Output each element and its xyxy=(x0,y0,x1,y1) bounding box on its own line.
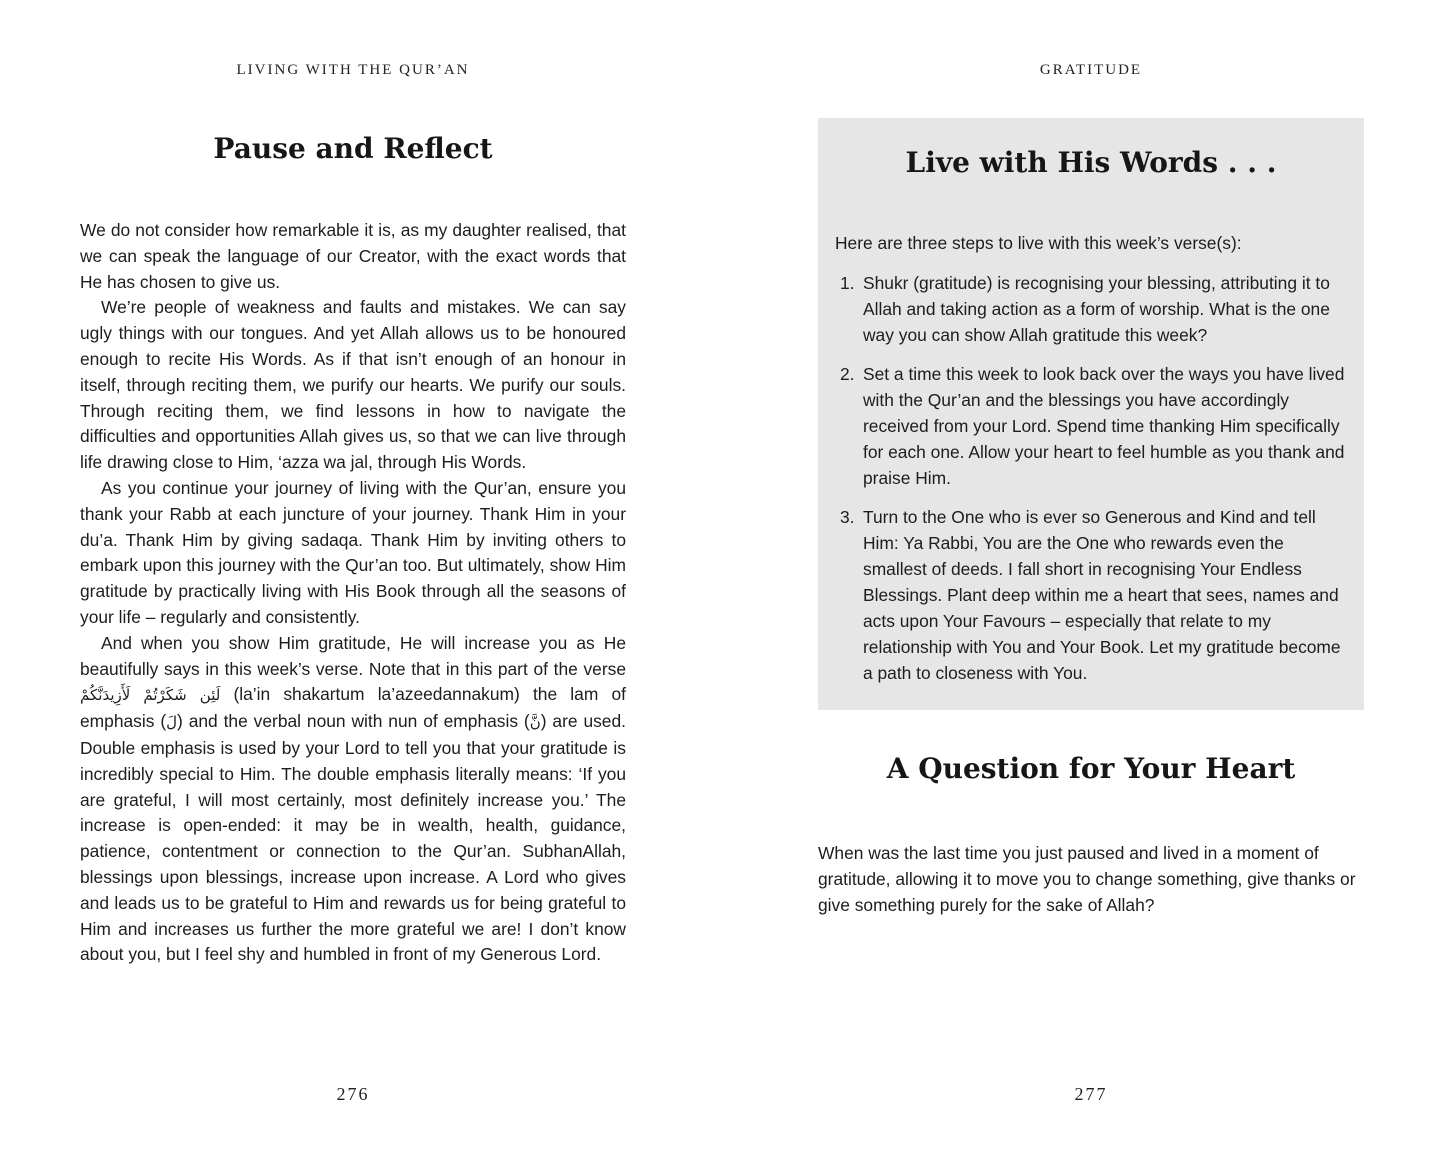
verse-text-after: ) are used. Double emphasis is used by your Lord to tell you that your gratitude is incredibly special to Him. The double emphasis literally means: ‘If you are grateful, I will most certainly, most definitely increase you.’ The increase is open-ended: it may be in wealth, health, guidance, patience, contentment or connection to the Qur’an. SubhanAllah, blessings upon blessings, increase upon increase. A Lord who gives and leads us to be grateful to Him and rewards us for being grateful to Him and increases us further the more grateful we are! I don’t know about you, but I feel shy and humbled in front of my Generous Lord. xyxy=(80,711,626,965)
step-text: Set a time this week to look back over the ways you have lived with the Qur’an and the blessings you have accordingly received from your Lord. Spend time thanking Him specifically for each one. Allow your heart to feel humble as you thank and praise Him. xyxy=(863,364,1345,488)
steps-list xyxy=(835,270,1345,699)
right-page xyxy=(722,0,1445,1156)
body-paragraph: We do not consider how remarkable it is, as my daughter realised, that we can speak the language of our Creator, with the exact words that He has chosen to give us. xyxy=(80,220,626,292)
body-paragraph: We’re people of weakness and faults and mistakes. We can say ugly things with our tongues. And yet Allah allows us to be honoured enough to recite His Words. As if that isn’t enough of an honour in itself, through reciting them, we purify our hearts. We purify our souls. Through reciting them, we find lessons in how to navigate the difficulties and opportunities Allah gives us, so that we can live through life drawing close to Him, ‘azza wa jal, through His Words. xyxy=(80,297,626,473)
pause-and-reflect-heading: Pause and Reflect xyxy=(213,132,493,165)
verse-text-transliteration: (la’in shakartum la’azeedannakum) the lam of emphasis ( xyxy=(80,684,626,732)
live-with-his-words-heading: Live with His Words . . . xyxy=(905,146,1277,179)
verse-text-middle: ) and the verbal noun with nun of emphasis ( xyxy=(177,711,530,732)
running-head-left: LIVING WITH THE QUR’AN xyxy=(236,62,470,78)
body-paragraph: As you continue your journey of living with the Qur’an, ensure you thank your Rabb at each juncture of your journey. Thank Him in your du’a. Thank Him by giving sadaqa. Thank Him by inviting others to embark upon this journey with the Qur’an too. But ultimately, show Him gratitude by practically living with His Book through all the seasons of your life – regularly and consistently. xyxy=(80,477,626,627)
page-number-right: 277 xyxy=(1074,1084,1108,1104)
running-head-right: GRATITUDE xyxy=(1039,62,1143,78)
steps-intro: Here are three steps to live with this week’s verse(s): xyxy=(835,233,1242,253)
step-text: Shukr (gratitude) is recognising your blessing, attributing it to Allah and taking action as a form of worship. What is the one way you can show Allah gratitude this week? xyxy=(863,273,1330,345)
step-item xyxy=(835,361,1345,491)
question-for-your-heart-heading: A Question for Your Heart xyxy=(886,752,1296,785)
step-number: 1. xyxy=(840,273,855,293)
page-number-left: 276 xyxy=(336,1084,370,1104)
body-paragraph-verse xyxy=(80,631,626,968)
question-text: When was the last time you just paused and lived in a moment of gratitude, allowing it to move you to change something, give thanks or give something purely for the sake of Allah? xyxy=(818,843,1356,915)
live-with-his-words-box xyxy=(818,118,1364,710)
step-item xyxy=(835,270,1345,348)
arabic-nun: نَّ xyxy=(529,713,541,732)
verse-text-before: And when you show Him gratitude, He will increase you as He beautifully says in this week’s verse. Note that in this part of the verse xyxy=(80,632,626,679)
arabic-verse: لَئِن شَكَرْتُمْ لَأَزِيدَنَّكُمْ xyxy=(80,686,221,705)
reflection-body xyxy=(80,218,626,968)
left-page xyxy=(0,0,722,1156)
step-number: 3. xyxy=(840,507,855,527)
step-text: Turn to the One who is ever so Generous and Kind and tell Him: Ya Rabbi, You are the One who rewards even the smallest of deeds. I fall short in recognising Your Endless Blessings. Plant deep within me a heart that sees, names and acts upon Your Favours – especially that relate to my relationship with You and Your Book. Let my gratitude become a path to closeness with You. xyxy=(863,507,1341,683)
arabic-lam: لَ xyxy=(166,713,178,732)
step-number: 2. xyxy=(840,364,855,384)
step-item xyxy=(835,504,1345,686)
